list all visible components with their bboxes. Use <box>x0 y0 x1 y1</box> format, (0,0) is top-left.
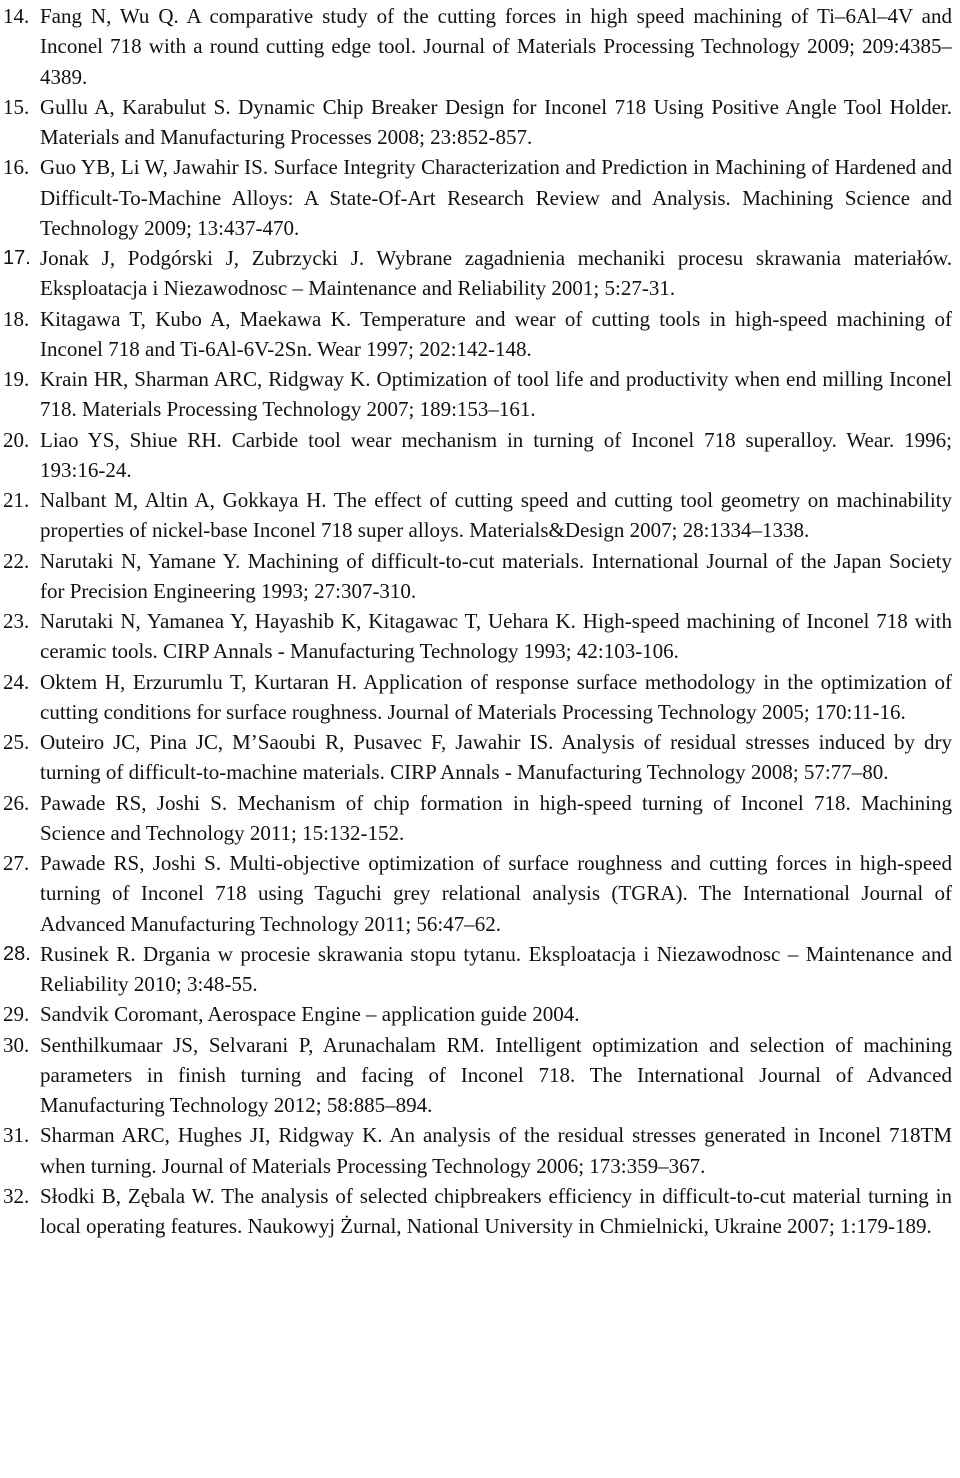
reference-text: Nalbant M, Altin A, Gokkaya H. The effect of cutting speed and cutting tool geometry on machinability properties of nickel-base Inconel 718 super alloys. Materials&Design 2007; 28:1334–1338. <box>40 488 952 543</box>
reference-number: 26. <box>3 790 30 815</box>
reference-item-29 <box>0 999 952 1029</box>
reference-number: 32. <box>3 1183 30 1208</box>
reference-text: Krain HR, Sharman ARC, Ridgway K. Optimization of tool life and productivity when end milling Inconel 718. Materials Processing Technology 2007; 189:153–161. <box>40 367 952 422</box>
reference-item-20 <box>0 425 952 486</box>
reference-number: 29. <box>3 1002 30 1027</box>
reference-number: 21. <box>3 488 30 512</box>
reference-item-24 <box>0 667 952 728</box>
reference-number: 14. <box>3 4 30 28</box>
reference-text: Słodki B, Zębala W. The analysis of selected chipbreakers efficiency in difficult-to-cut material turning in local operating features. Naukowyj Żurnal, National University in Chmielnicki, Ukraine 2007; 1:179-189. <box>40 1183 952 1238</box>
reference-number: 17. <box>3 247 31 269</box>
reference-number: 15. <box>3 94 30 119</box>
reference-text: Narutaki N, Yamanea Y, Hayashib K, Kitagawac T, Uehara K. High-speed machining of Inconel 718 with ceramic tools. CIRP Annals - Manufacturing Technology 1993; 42:103-106. <box>40 609 952 664</box>
reference-number: 25. <box>3 730 30 754</box>
reference-text: Narutaki N, Yamane Y. Machining of difficult-to-cut materials. International Journal of the Japan Society for Precision Engineering 1993; 27:307-310. <box>40 548 952 603</box>
reference-number: 16. <box>3 155 30 180</box>
reference-text: Oktem H, Erzurumlu T, Kurtaran H. Application of response surface methodology in the optimization of cutting conditions for surface roughness. Journal of Materials Processing Technology 2005; 170:11-16. <box>40 669 952 724</box>
reference-text: Guo YB, Li W, Jawahir IS. Surface Integrity Characterization and Prediction in Machining of Hardened and Difficult-To-Machine Alloys: A State-Of-Art Research Review and Analysis. Machining Science and Technology 2009; 13:437-470. <box>40 155 952 240</box>
reference-text: Senthilkumaar JS, Selvarani P, Arunachalam RM. Intelligent optimization and selection of machining parameters in finish turning and facing of Inconel 718. The International Journal of Advanced Manufacturing Technology 2012; 58:885–894. <box>40 1032 952 1117</box>
reference-number: 18. <box>3 306 30 331</box>
reference-text: Gullu A, Karabulut S. Dynamic Chip Breaker Design for Inconel 718 Using Positive Angle Tool Holder. Materials and Manufacturing Processes 2008; 23:852-857. <box>40 94 952 149</box>
reference-text: Rusinek R. Drgania w procesie skrawania stopu tytanu. Eksploatacja i Niezawodnosc – Maintenance and Reliability 2010; 3:48-55. <box>40 941 952 996</box>
reference-number: 19. <box>3 367 30 391</box>
reference-item-28 <box>0 939 952 1000</box>
reference-number: 23. <box>3 609 30 633</box>
reference-number: 31. <box>3 1123 30 1148</box>
reference-item-14 <box>0 1 952 92</box>
reference-number: 22. <box>3 548 30 573</box>
reference-text: Kitagawa T, Kubo A, Maekawa K. Temperature and wear of cutting tools in high-speed machining of Inconel 718 and Ti-6Al-6V-2Sn. Wear 1997; 202:142-148. <box>40 306 952 361</box>
reference-text: Pawade RS, Joshi S. Multi-objective optimization of surface roughness and cutting forces in high-speed turning of Inconel 718 using Taguchi grey relational analysis (TGRA). The International Journal of Advanced Manufacturing Technology 2011; 56:47–62. <box>40 851 952 936</box>
reference-text: Sandvik Coromant, Aerospace Engine – application guide 2004. <box>40 1002 580 1027</box>
reference-item-31 <box>0 1120 952 1181</box>
reference-text: Outeiro JC, Pina JC, M’Saoubi R, Pusavec F, Jawahir IS. Analysis of residual stresses induced by dry turning of difficult-to-machine materials. CIRP Annals - Manufacturing Technology 2008; 57:77–80. <box>40 730 952 785</box>
reference-number: 27. <box>3 851 30 875</box>
reference-text: Fang N, Wu Q. A comparative study of the cutting forces in high speed machining of Ti–6Al–4V and Inconel 718 with a round cutting edge tool. Journal of Materials Processing Technology 2009; 209:4385–4389. <box>40 4 952 89</box>
reference-number: 20. <box>3 427 30 452</box>
reference-item-21 <box>0 485 952 546</box>
reference-item-16 <box>0 152 952 243</box>
reference-item-18 <box>0 304 952 365</box>
reference-item-17 <box>0 243 952 304</box>
reference-text: Sharman ARC, Hughes JI, Ridgway K. An analysis of the residual stresses generated in Inconel 718TM when turning. Journal of Materials Processing Technology 2006; 173:359–367. <box>40 1123 952 1178</box>
reference-item-30 <box>0 1030 952 1121</box>
reference-item-25 <box>0 727 952 788</box>
reference-item-23 <box>0 606 952 667</box>
reference-number: 24. <box>3 669 30 694</box>
reference-number: 28. <box>3 942 31 965</box>
reference-number: 30. <box>3 1032 30 1057</box>
reference-item-32 <box>0 1181 952 1242</box>
reference-list <box>0 1 952 1241</box>
reference-text: Jonak J, Podgórski J, Zubrzycki J. Wybrane zagadnienia mechaniki procesu skrawania materiałów. Eksploatacja i Niezawodnosc – Maintenance and Reliability 2001; 5:27-31. <box>40 246 952 301</box>
reference-item-26 <box>0 788 952 849</box>
reference-item-19 <box>0 364 952 425</box>
reference-text: Pawade RS, Joshi S. Mechanism of chip formation in high-speed turning of Inconel 718. Machining Science and Technology 2011; 15:132-152. <box>40 790 952 845</box>
reference-item-27 <box>0 848 952 939</box>
reference-item-22 <box>0 546 952 607</box>
reference-text: Liao YS, Shiue RH. Carbide tool wear mechanism in turning of Inconel 718 superalloy. Wear. 1996; 193:16-24. <box>40 427 952 482</box>
reference-item-15 <box>0 92 952 153</box>
